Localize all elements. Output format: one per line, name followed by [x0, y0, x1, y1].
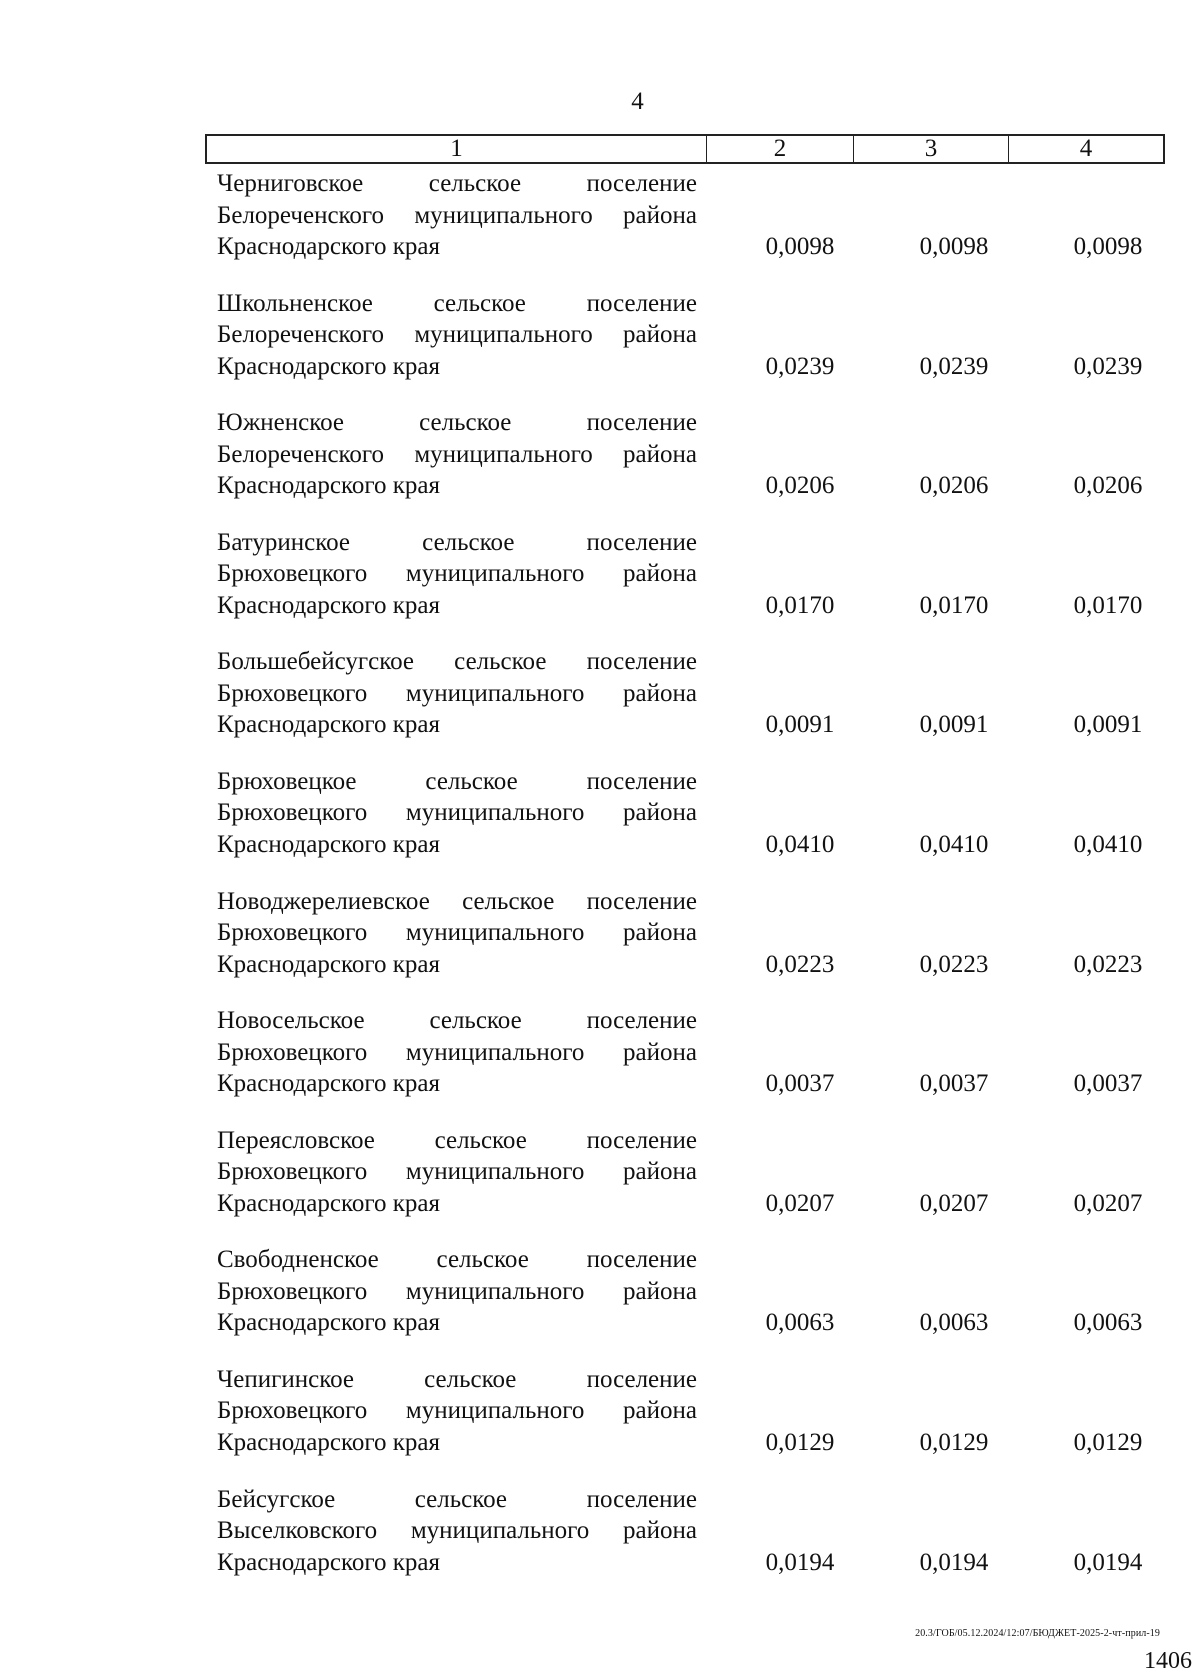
value-col-2: 0,0410: [765, 830, 835, 858]
value-col-2: 0,0194: [765, 1548, 835, 1576]
settlement-name: Черниговское сельское поселение Белореченского муниципального района Краснодарского края: [217, 170, 697, 260]
settlement-name: Большебейсугское сельское поселение Брюховецкого муниципального района Краснодарского края: [217, 648, 697, 739]
value-col-3: 0,0207: [919, 1189, 989, 1217]
value-col-3: 0,0410: [919, 830, 989, 858]
value-col-4: 0,0063: [1073, 1309, 1143, 1337]
value-col-4: 0,0223: [1073, 950, 1143, 978]
value-col-4: 0,0037: [1073, 1070, 1143, 1098]
page-number: 4: [631, 88, 644, 115]
settlement-name: Южненское сельское поселение Белореченского муниципального района Краснодарского края: [217, 409, 697, 500]
sheet-number-footer: 1406: [1144, 1648, 1192, 1674]
value-col-4: 0,0170: [1073, 591, 1143, 619]
value-col-3: 0,0223: [919, 950, 989, 978]
header-cell-4: 4: [1079, 135, 1093, 162]
value-col-3: 0,0129: [919, 1428, 989, 1456]
value-col-3: 0,0170: [919, 591, 989, 619]
settlement-name: Новоджерелиевское сельское поселение Брюховецкого муниципального района Краснодарского края: [217, 887, 697, 978]
value-col-2: 0,0091: [765, 711, 835, 739]
value-col-2: 0,0037: [765, 1070, 835, 1098]
table-row: [0, 288, 1200, 408]
value-col-2: 0,0206: [765, 472, 835, 500]
value-col-3: 0,0194: [919, 1548, 989, 1576]
table-row: [0, 1484, 1200, 1604]
header-cell-3: 3: [854, 136, 1009, 162]
settlement-name: Свободненское сельское поселение Брюховецкого муниципального района Краснодарского края: [217, 1246, 697, 1337]
settlement-name: Чепигинское сельское поселение Брюховецкого муниципального района Краснодарского края: [217, 1365, 697, 1456]
value-col-3: 0,0239: [919, 352, 989, 380]
value-col-2: 0,0239: [765, 352, 835, 380]
settlement-name: Брюховецкое сельское поселение Брюховецкого муниципального района Краснодарского края: [217, 767, 697, 858]
value-col-4: 0,0194: [1073, 1548, 1143, 1576]
value-col-2: 0,0223: [765, 950, 835, 978]
table-row: [0, 168, 1200, 288]
table-row: [0, 646, 1200, 766]
value-col-4: 0,0207: [1073, 1189, 1143, 1217]
table-row: [0, 1125, 1200, 1245]
value-col-4: 0,0206: [1073, 472, 1143, 500]
settlement-name: Батуринское сельское поселение Брюховецкого муниципального района Краснодарского края: [217, 528, 697, 619]
value-col-3: 0,0091: [919, 711, 989, 739]
table-row: [0, 407, 1200, 527]
settlement-name: Школьненское сельское поселение Белореченского муниципального района Краснодарского края: [217, 289, 697, 380]
table-row: [0, 766, 1200, 886]
value-col-2: 0,0207: [765, 1189, 835, 1217]
table-header-row: [205, 134, 1165, 164]
table-row: [0, 1005, 1200, 1125]
header-cell-2: 2: [707, 136, 854, 162]
value-col-4: 0,0239: [1073, 352, 1143, 380]
settlement-name: Переясловское сельское поселение Брюховецкого муниципального района Краснодарского края: [217, 1126, 697, 1217]
value-col-4: 0,0410: [1073, 830, 1143, 858]
value-col-3: 0,0063: [919, 1309, 989, 1337]
value-col-4: 0,0129: [1073, 1428, 1143, 1456]
value-col-2: 0,0129: [765, 1428, 835, 1456]
value-col-2: 0,0063: [765, 1309, 835, 1337]
value-col-3: 0,0098: [919, 233, 989, 260]
table-row: [0, 1244, 1200, 1364]
value-col-2: 0,0170: [765, 591, 835, 619]
table-row: [0, 527, 1200, 647]
header-cell-1: 1: [207, 136, 707, 162]
value-col-4: 0,0098: [1073, 233, 1143, 260]
table-row: [0, 1364, 1200, 1484]
settlement-name: Новосельское сельское поселение Брюховецкого муниципального района Краснодарского края: [217, 1007, 697, 1098]
value-col-2: 0,0098: [765, 233, 835, 260]
settlement-name: Бейсугское сельское поселение Выселковского муниципального района Краснодарского края: [217, 1485, 697, 1576]
value-col-3: 0,0206: [919, 472, 989, 500]
value-col-3: 0,0037: [919, 1070, 989, 1098]
table-row: [0, 886, 1200, 1006]
value-col-4: 0,0091: [1073, 711, 1143, 739]
document-code-footer: 20.3/ГОБ/05.12.2024/12:07/БЮДЖЕТ-2025-2-чт-прил-19: [915, 1628, 1160, 1639]
table-body: [0, 168, 1200, 1603]
